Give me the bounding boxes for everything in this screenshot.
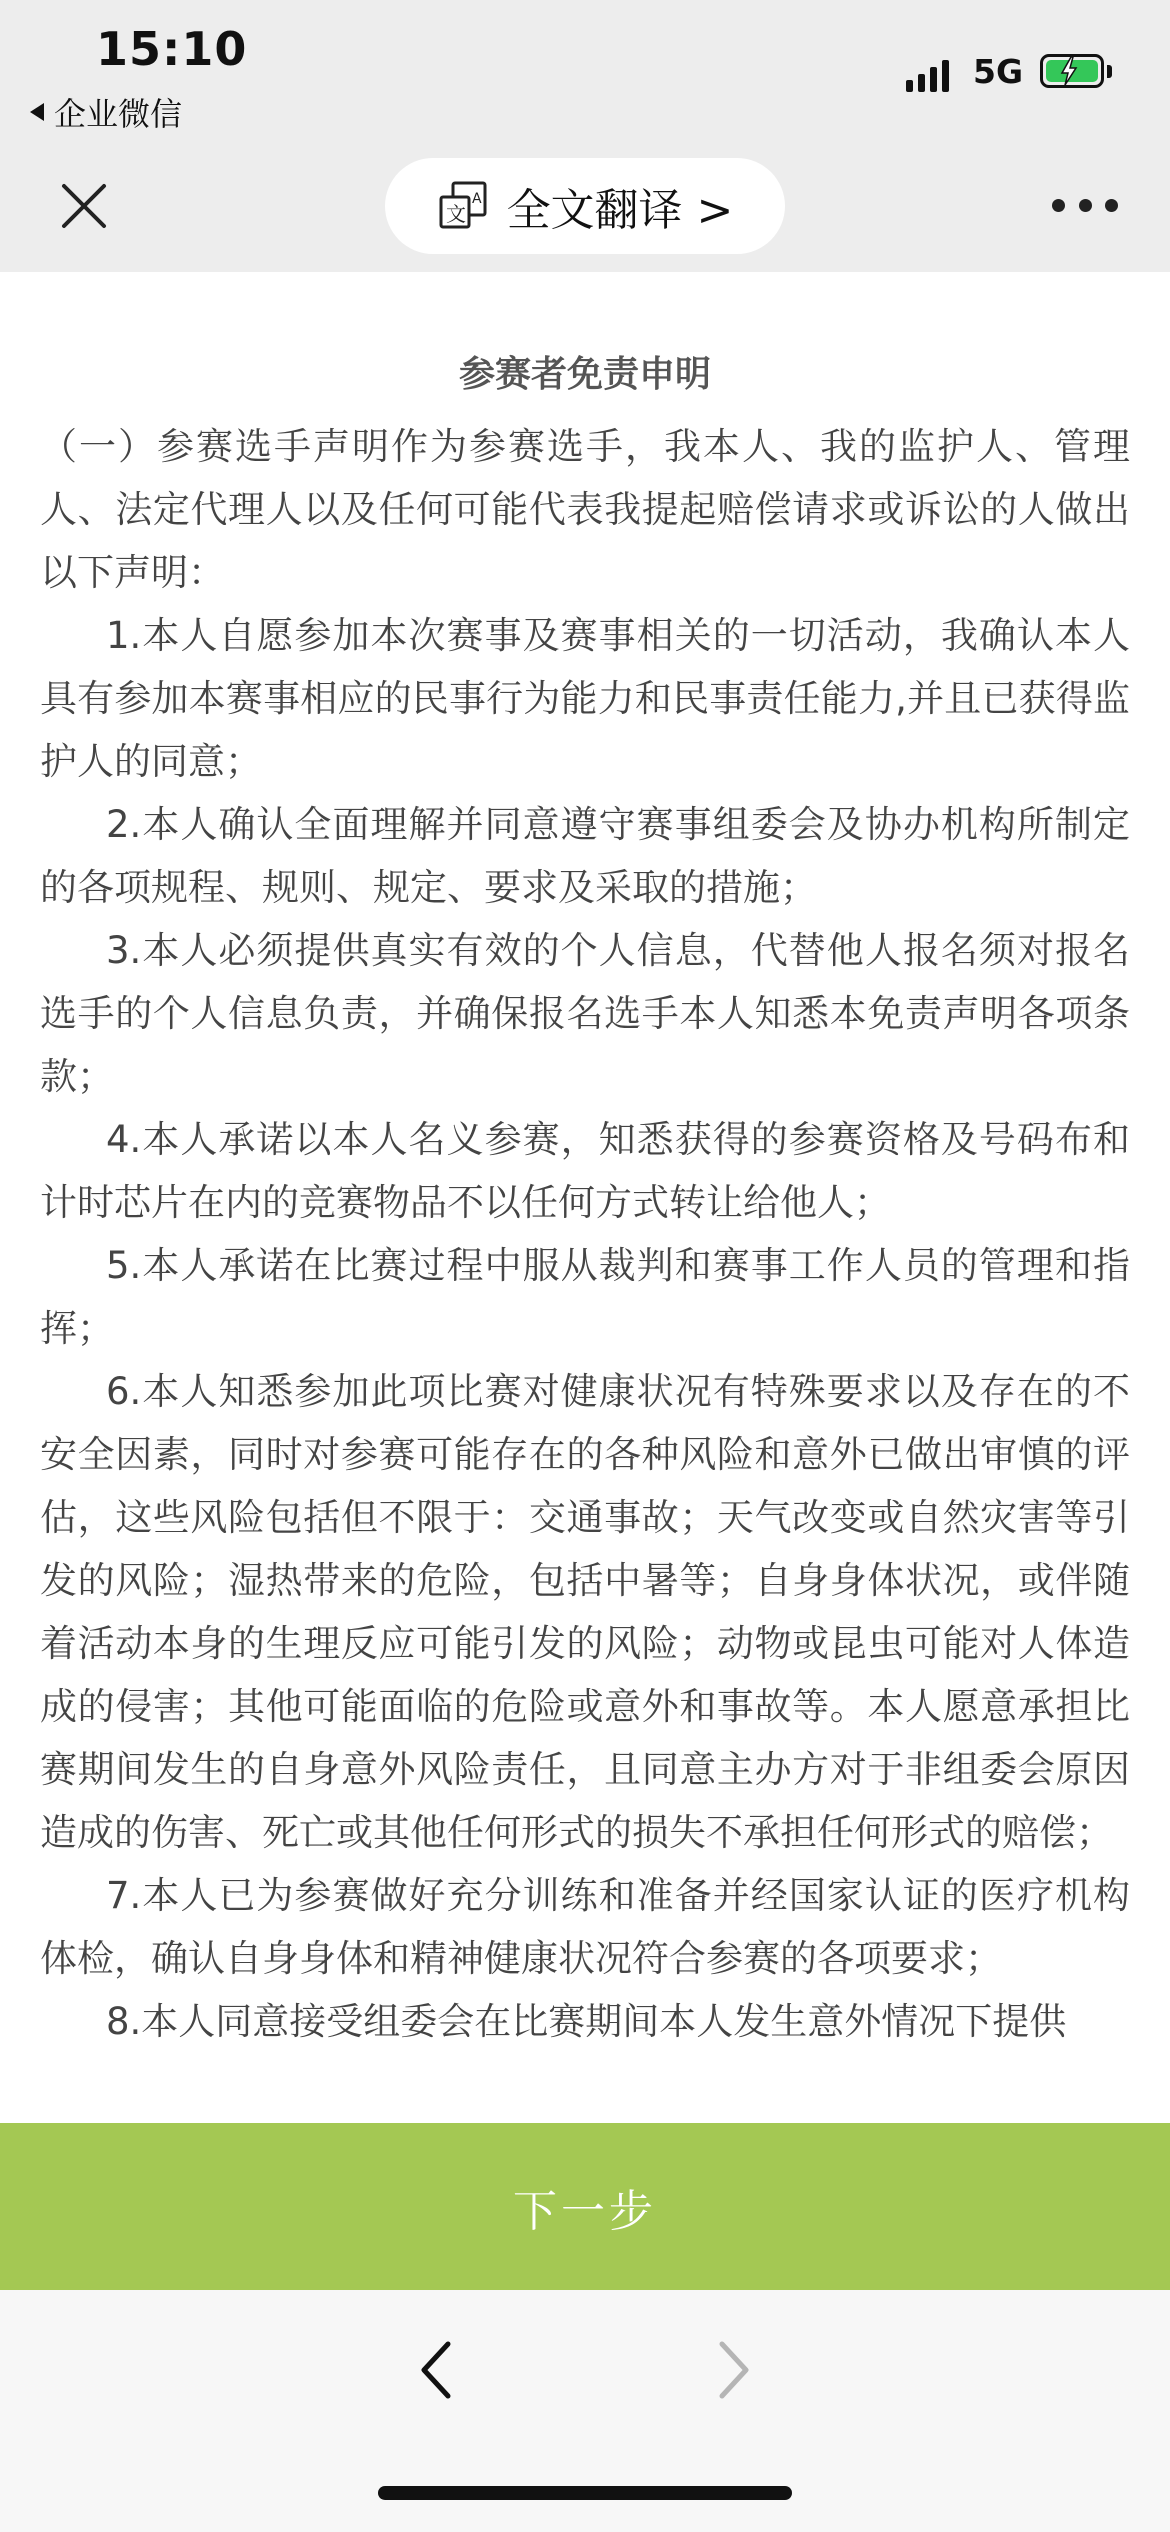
document-paragraph: 8.本人同意接受组委会在比赛期间本人发生意外情况下提供	[106, 2000, 1067, 2043]
document-paragraph: （一）参赛选手声明作为参赛选手，我本人、我的监护人、管理人、法定代理人以及任何可能代表我提起赔偿请求或诉讼的人做出以下声明：	[40, 425, 1130, 594]
document-paragraph: 3.本人必须提供真实有效的个人信息，代替他人报名须对报名选手的个人信息负责，并确保报名选手本人知悉本免责声明各项条款；	[40, 929, 1130, 1098]
translate-icon	[437, 179, 491, 233]
document-paragraph: 4.本人承诺以本人名义参赛，知悉获得的参赛资格及号码布和计时芯片在内的竞赛物品不以任何方式转让给他人；	[40, 1118, 1130, 1224]
battery-cap	[1107, 65, 1112, 78]
svg-text:文: 文	[445, 202, 466, 226]
more-button[interactable]	[1052, 190, 1118, 220]
back-app-label: 企业微信	[54, 95, 183, 133]
document-paragraph: 7.本人已为参赛做好充分训练和准备并经国家认证的医疗机构体检，确认自身身体和精神健康状况符合参赛的各项要求；	[40, 1874, 1130, 1980]
chevron-left-icon	[410, 2330, 460, 2410]
network-label: 5G	[973, 52, 1024, 91]
top-header	[0, 0, 1170, 272]
battery-icon	[1040, 54, 1104, 88]
signal-icon	[906, 58, 949, 92]
document-title: 参赛者免责申明	[458, 354, 711, 395]
document-content[interactable]	[40, 272, 1130, 2122]
document-paragraph: 5.本人承诺在比赛过程中服从裁判和赛事工作人员的管理和指挥；	[40, 1244, 1130, 1350]
close-button[interactable]	[54, 176, 114, 236]
document-paragraph: 1.本人自愿参加本次赛事及赛事相关的一切活动，我确认本人具有参加本赛事相应的民事行为能力和民事责任能力,并且已获得监护人的同意；	[40, 614, 1130, 783]
more-dot	[1079, 199, 1092, 212]
forward-button[interactable]	[710, 2330, 760, 2410]
close-icon	[60, 182, 108, 230]
back-triangle-icon	[30, 103, 44, 121]
next-step-label: 下一步	[513, 2185, 657, 2237]
more-dot	[1105, 199, 1118, 212]
translate-button[interactable]	[385, 158, 785, 254]
document-paragraph: 2.本人确认全面理解并同意遵守赛事组委会及协办机构所制定的各项规程、规则、规定、要求及采取的措施；	[40, 803, 1130, 909]
back-button[interactable]	[410, 2330, 460, 2410]
document-paragraph: 6.本人知悉参加此项比赛对健康状况有特殊要求以及存在的不安全因素，同时对参赛可能存在的各种风险和意外已做出审慎的评估，这些风险包括但不限于：交通事故；天气改变或自然灾害等引发的风险；湿热带来的危险，包括中暑等；自身身体状况，或伴随着活动本身的生理反应可能引发的风险；动物或昆虫可能对人体造成的侵害；其他可能面临的危险或意外和事故等。本人愿意承担比赛期间发生的自身意外风险责任，且同意主办方对于非组委会原因造成的伤害、死亡或其他任何形式的损失不承担任何形式的赔偿；	[40, 1370, 1130, 1854]
svg-text:A: A	[471, 191, 482, 207]
back-to-app-link[interactable]	[30, 90, 182, 134]
status-time: 15:10	[96, 22, 248, 76]
chevron-right-icon	[710, 2330, 760, 2410]
more-dot	[1052, 199, 1065, 212]
translate-label: 全文翻译 >	[506, 185, 734, 236]
home-indicator[interactable]	[378, 2486, 792, 2500]
next-step-button[interactable]	[0, 2123, 1170, 2290]
